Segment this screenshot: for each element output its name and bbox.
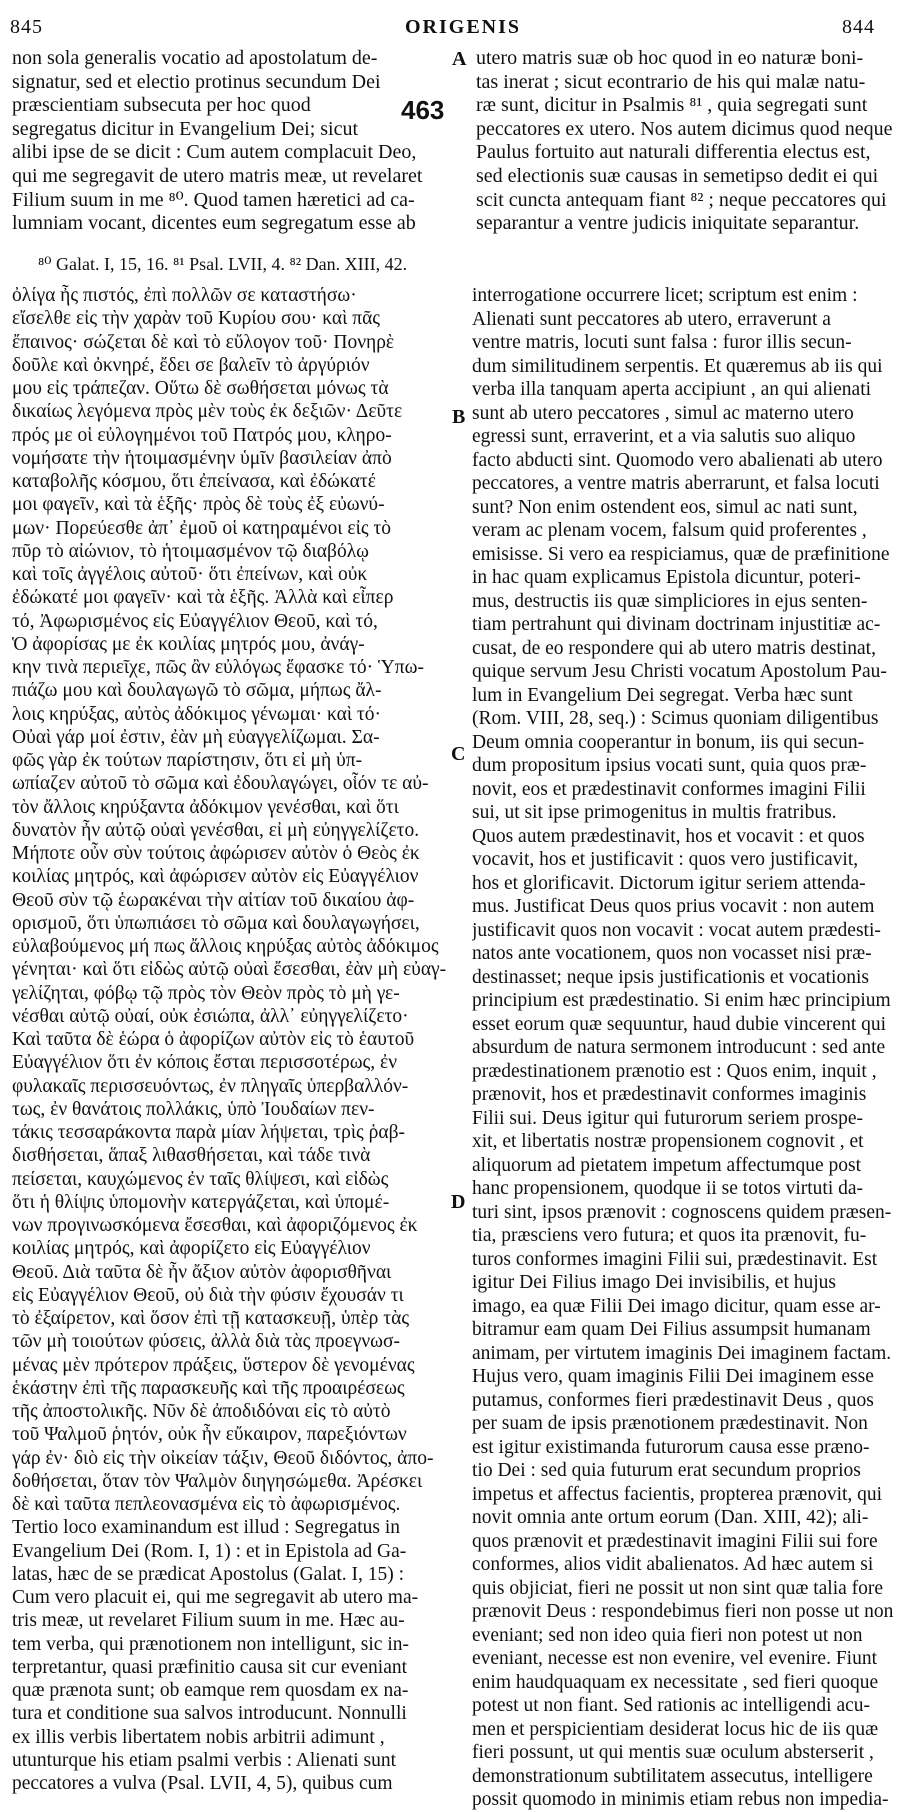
text-line: lumniam vocant, dicentes eum segregatum esse ab	[12, 212, 416, 235]
column-number-marker: 463	[401, 95, 445, 125]
text-line: natos ante vocationem, quos non vocasset nisi præ-	[472, 943, 872, 964]
text-line: Filium suum in me ⁸⁰. Quod tamen hæretici ad ca-	[12, 188, 415, 211]
text-line: εἰς Εὐαγγέλιον Θεοῦ, οὐ διὰ τὴν φύσιν ἔχουσάν τι	[12, 1284, 404, 1306]
margin-marker-a: A	[452, 48, 467, 70]
text-line: πείσεται, καυχώμενος ἐν ταῖς θλίψεσι, καὶ εἰδὼς	[12, 1168, 389, 1190]
top-right-text-block	[476, 47, 901, 236]
text-line: novit, eos et prædestinavit conformes imagini Filii	[472, 778, 866, 800]
text-line: alibi ipse de se dicit : Cum autem complacuit Deo,	[12, 141, 417, 164]
text-line: imago, ea quæ Filii Dei imago dicitur, quam esse ar-	[472, 1295, 881, 1317]
text-line: latas, hæc de se prædicat Apostolus (Galat. I, 15) :	[12, 1563, 405, 1585]
text-line: fieri possunt, ut qui mentis suæ oculum absterserit ,	[472, 1742, 874, 1763]
text-line: Alienati sunt peccatores ab utero, erraverunt a	[472, 308, 831, 330]
text-line: μων· Πορεύεσθε ἀπ᾽ ἐμοῦ οἱ κατηραμένοι εἰς τὸ	[12, 517, 392, 539]
text-line: δὲ καὶ ταῦτα πεπλεονασμένα εἰς τὸ ἀφωρισμένος.	[12, 1494, 401, 1515]
text-line: prænovit Deus : respondebimus fieri non posse ut non	[472, 1601, 894, 1622]
text-line: ventre matris, locuti sunt falsa : furor illis secun-	[472, 332, 852, 353]
text-line: igitur Dei Filius imago Dei invisibilis, et hujus	[472, 1272, 836, 1293]
text-line: veram ac plenam vocem, falsum quid proferentes ,	[472, 520, 867, 541]
text-line: demonstrationum subtilitatem assecutus, intelligere	[472, 1765, 873, 1787]
text-line: verba illa tanquam aperta accipiunt , an qui alienati	[472, 379, 872, 400]
greek-text-column	[12, 284, 464, 1795]
text-line: enim haudquaquam ex necessitate , sed fieri quoque	[472, 1671, 879, 1693]
text-line: turos conformes imagini Filii sui, prædestinavit. Est	[472, 1248, 878, 1270]
text-line: δικαίως λεγόμενα πρὸς μὲν τοὺς ἐκ δεξιῶν· Δεῦτε	[12, 401, 403, 423]
text-line: Deum omnia cooperantur in bonum, iis qui secun-	[472, 731, 865, 753]
text-line: γάρ ἐν· διὸ εἰς τὴν οἰκείαν τάξιν, Θεοῦ διδόντος, ἀπο-	[12, 1447, 434, 1469]
text-line: τό, Ἀφωρισμένος εἰς Εὐαγγέλιον Θεοῦ, καὶ τό,	[12, 610, 378, 632]
text-line: φῶς γὰρ ἐκ τούτων παρίστησιν, ὅτι εἰ μὴ ὑπ-	[12, 750, 363, 771]
text-line: scit cuncta antequam fiant ⁸² ; neque peccatores qui	[476, 188, 887, 211]
text-line: potest ut non fiant. Sed rationis ac intelligendi acu-	[472, 1695, 871, 1716]
text-line: quique servum Jesu Christi vocatum Apostolum Pau-	[472, 661, 887, 682]
text-line: prædestinationem prænotio est : Quos enim, inquit ,	[472, 1060, 877, 1082]
text-line: ἔπαινος· σώζεται δὲ καὶ τὸ εὔλογον τοῦ· Πονηρὲ	[12, 331, 395, 353]
text-line: νων προγινωσκόμενα ἔσεσθαι, καὶ ἀφοριζόμενος ἐκ	[12, 1215, 418, 1236]
text-line: νέσθαι αὐτῷ οὐαί, οὐκ ἐσιώπα, ἀλλ᾽ εὐηγγελίζετο·	[12, 1005, 409, 1027]
text-line: tas inerat ; sicut econtrario de his qui malæ natu-	[476, 70, 866, 93]
text-line: mus, destructis iis quæ simpliciores in ejus senten-	[472, 590, 868, 612]
text-line: hos et glorificavit. Dictorum igitur seriem attenda-	[472, 872, 866, 894]
text-line: Οὐαὶ γάρ μοί ἐστιν, ἐὰν μὴ εὐαγγελίζωμαι. Σα-	[12, 726, 380, 748]
text-line: dum similitudinem serpentis. Et quæremus ab iis qui	[472, 355, 883, 377]
text-line: sui, ut sit ipse primogenitus in multis fratribus.	[472, 802, 837, 823]
text-line: κην τινὰ περιεῖχε, πῶς ἂν εὐλόγως ἔφασκε τό· Ὑπω-	[12, 657, 424, 678]
text-line: tia, præsciens vero futura; et quos ita prænovit, fu-	[472, 1225, 867, 1246]
text-line: hanc propensionem, quodque ii se totos virtuti da-	[472, 1178, 864, 1199]
text-line: τῆς ἀποστολικῆς. Νῦν δὲ ἀποδιδόναι εἰς τὸ αὐτὸ	[12, 1401, 391, 1422]
text-line: putamus, conformes fieri prædestinavit Deus , quos	[472, 1389, 874, 1411]
text-line: utero matris suæ ob hoc quod in eo naturæ boni-	[476, 47, 864, 69]
text-line: τὸ ἐξαίρετον, καὶ ὅσον ἐπὶ τῇ κατασκευῇ, ὑπὲρ τὰς	[12, 1308, 410, 1329]
text-line: in hac quam explicamus Epistola dicuntur, poteri-	[472, 567, 861, 588]
text-line: sunt? Non enim ostendent eos, simul ac nati sunt,	[472, 496, 858, 518]
text-line: δυνατὸν ἦν αὐτῷ οὐαὶ γενέσθαι, εἰ μὴ εὐηγγελίζετο.	[12, 819, 420, 841]
top-left-text-block	[12, 47, 447, 236]
text-line: xit, et libertatis nostræ propensionem cognovit , et	[472, 1131, 864, 1152]
text-line: Filii sui. Deus igitur qui futurorum seriem prospe-	[472, 1107, 864, 1129]
text-line: peccatores ex utero. Nos autem dicimus quod neque	[476, 117, 893, 140]
text-line: terpretantur, quasi præfinitio causa sit cur eveniant	[12, 1656, 408, 1678]
text-line: quos prænovit et prædestinavit imagini Filii sui fore	[472, 1530, 878, 1552]
text-line: qui me segregavit de utero matris meæ, ut revelaret	[12, 164, 423, 187]
text-line: Evangelium Dei (Rom. I, 1) : et in Epistola ad Ga-	[12, 1540, 407, 1562]
margin-marker-c: C	[451, 743, 466, 765]
text-line: segregatus dicitur in Evangelium Dei; sicut	[12, 117, 359, 140]
text-line: interrogatione occurrere licet; scriptum est enim :	[472, 285, 858, 306]
text-line: lum in Evangelium Dei segregat. Verba hæc sunt	[472, 684, 853, 706]
text-line: dum propositum ipsius vocati sunt, quia quos præ-	[472, 755, 867, 776]
text-line: tem verba, qui prænotionem non intelligunt, sic in-	[12, 1633, 409, 1655]
text-line: πρός με οἱ εὐλογημένοι τοῦ Πατρός μου, κληρο-	[12, 424, 392, 446]
text-line: δοθήσεται, ὅταν τὸν Ψαλμὸν διηγησώμεθα. Ἀρέσκει	[12, 1470, 423, 1492]
text-line: tio Dei : sed quia futurum erat secundum proprios	[472, 1460, 861, 1481]
text-line: Tertio loco examinandum est illud : Segregatus in	[12, 1517, 401, 1539]
text-line: Εὐαγγέλιον ὅτι ἐν κόποις ἔσται περισσοτέρως, ἐν	[12, 1052, 398, 1074]
text-line: ωπίαζεν αὐτοῦ τὸ σῶμα καὶ ἐδουλαγώγει, οἷόν τε αὐ-	[12, 773, 429, 795]
text-line: Καὶ ταῦτα δὲ ἑώρα ὁ ἀφορίζων αὐτὸν εἰς τὸ ἑαυτοῦ	[12, 1029, 415, 1050]
text-line: vocavit, hos et justificavit : quos vero justificavit,	[472, 849, 859, 870]
text-line: νομήσατε τὴν ἡτοιμασμένην ὑμῖν βασιλείαν ἀπὸ	[12, 447, 392, 469]
text-line: esset eorum quæ sequuntur, haud dubie vincerent qui	[472, 1013, 887, 1035]
text-line: ἐδώκατέ μοι φαγεῖν· καὶ τὰ ἑξῆς. Ἀλλὰ καὶ εἶπερ	[12, 587, 394, 609]
text-line: καταβολῆς κόσμου, ὅτι ἐπείνασα, καὶ ἐδώκατέ	[12, 471, 376, 492]
text-line: ex illis verbis libertatem nobis arbitrii adimunt ,	[12, 1726, 385, 1748]
text-line: principium est prædestinatio. Si enim hæc principium	[472, 990, 891, 1011]
text-line: destinasset; neque ipsis justificationis et vocationis	[472, 966, 869, 988]
text-line: Paulus fortuito aut naturali differentia electus est,	[476, 141, 871, 164]
text-line: εἴσελθε εἰς τὴν χαρὰν τοῦ Κυρίου σου· καὶ πᾶς	[12, 308, 381, 330]
footnotes: ⁸⁰ Galat. I, 15, 16. ⁸¹ Psal. LVII, 4. ⁸² Dan. XIII, 42.	[38, 254, 408, 274]
page-number-left: 845	[10, 16, 43, 38]
text-line: novit omnia ante ortum eorum (Dan. XIII, 42); ali-	[472, 1507, 869, 1528]
text-line: Ὁ ἀφορίσας με ἐκ κοιλίας μητρός μου, ἀνάγ-	[12, 633, 365, 655]
text-line: τως, ἐν θανάτοις πολλάκις, ὑπὸ Ἰουδαίων πεν-	[12, 1098, 375, 1120]
text-line: ὅτι ἡ θλίψις ὑπομονὴν κατεργάζεται, καὶ ὑπομέ-	[12, 1191, 390, 1213]
text-line: animam, per virtutem imaginis Dei imaginem factam.	[472, 1342, 892, 1364]
running-header	[0, 6, 912, 36]
text-line: ὀλίγα ἦς πιστός, ἐπὶ πολλῶν σε καταστήσω·	[12, 285, 357, 306]
text-line: Θεοῦ. Διὰ ταῦτα δὲ ἦν ἄξιον αὐτὸν ἀφορισθῆναι	[12, 1261, 392, 1283]
text-line: men et perspicientiam desiderat locus hic de iis quæ	[472, 1718, 879, 1740]
text-line: separantur a ventre judicis iniquitate separantur.	[476, 212, 860, 235]
text-line: non sola generalis vocatio ad apostolatum de-	[12, 47, 378, 69]
text-line: peccatores a vulva (Psal. LVII, 4, 5), quibus cum	[12, 1773, 393, 1794]
text-line: sed electionis suæ causas in semetipso dedit ei qui	[476, 164, 879, 187]
text-line: δισθήσεται, ἅπαξ λιθασθήσεται, καὶ τάδε τινὰ	[12, 1145, 371, 1167]
margin-marker-d: D	[451, 1191, 466, 1213]
text-line: ræ sunt, dicitur in Psalmis ⁸¹ , quia segregati sunt	[476, 94, 868, 117]
text-line: ἑκάστην ἐπὶ τῆς παρασκευῆς καὶ τῆς προαιρέσεως	[12, 1377, 405, 1399]
text-line: Quos autem prædestinavit, hos et vocavit : et quos	[472, 825, 865, 847]
text-line: absurdum de natura sermonem introducunt : sed ante	[472, 1037, 886, 1058]
text-line: conformes, alios vidit abalienatos. Ad hæc autem si	[472, 1554, 874, 1575]
text-line: Hujus vero, quam imaginis Filii Dei imaginem esse	[472, 1366, 874, 1387]
text-line: sunt ab utero peccatores , simul ac materno utero	[472, 402, 854, 424]
text-line: præscientiam subsecuta per hoc quod	[12, 94, 311, 117]
text-line: τὸν ἄλλοις κηρύξαντα ἀδόκιμον γενέσθαι, καὶ ὅτι	[12, 796, 399, 818]
text-line: τῶν μὴ τοιούτων φύσεις, ἀλλὰ διὰ τὰς προεγνωσ-	[12, 1331, 401, 1353]
text-line: quis objiciat, fieri ne possit ut non sint quæ talia fore	[472, 1577, 884, 1599]
text-line: δοῦλε καὶ ὀκνηρέ, ἔδει σε βαλεῖν τὸ ἀργύριόν	[12, 354, 370, 376]
text-line: est igitur existimanda futurorum causa esse præno-	[472, 1436, 870, 1458]
text-line: καὶ τοῖς ἀγγέλοις αὐτοῦ· ὅτι ἐπείνων, καὶ οὐκ	[12, 564, 368, 585]
text-line: tura et conditione sua salvos introducunt. Nonnulli	[12, 1703, 407, 1725]
text-line: (Rom. VIII, 28, seq.) : Scimus quoniam diligentibus	[472, 708, 879, 729]
text-line: εὐλαβούμενος μή πως ἄλλοις κηρύξας αὐτὸς ἀδόκιμος	[12, 936, 439, 957]
text-line: Θεοῦ σὺν τῷ ἑωρακέναι τὴν αἰτίαν τοῦ δικαίου ἀφ-	[12, 889, 415, 911]
text-line: τοῦ Ψαλμοῦ ῥητόν, οὐκ ἦν εὔκαιρον, παρεξιόντων	[12, 1424, 407, 1446]
page-number-right: 844	[842, 16, 875, 38]
text-line: tiam pertrahunt qui divinam doctrinam injustitiæ ac-	[472, 614, 881, 635]
text-line: γένηται· καὶ ὅτι εἰδὼς αὐτῷ οὐαὶ ἔσεσθαι, ἐὰν μὴ εὐαγ-	[12, 959, 447, 981]
text-line: quæ prænota sunt; ob eamque rem quosdam ex na-	[12, 1680, 409, 1701]
text-line: πιάζω μου καὶ δουλαγωγῶ τὸ σῶμα, μήπως ἄλ-	[12, 680, 382, 702]
text-line: Cum vero placuit ei, qui me segregavit ab utero ma-	[12, 1587, 419, 1608]
text-line: bitramur eam quam Dei Filius assumpsit humanam	[472, 1319, 871, 1340]
text-line: facto abducti sint. Quomodo vero abalienati ab utero	[472, 449, 883, 471]
text-line: cusat, de eo respondere qui ab utero matris destinat,	[472, 637, 876, 659]
text-line: ορισμοῦ, ὅτι ὑπωπιάσει τὸ σῶμα καὶ δουλαγωγήσει,	[12, 912, 420, 934]
text-line: egressi sunt, erraverint, et a via salutis suo aliquo	[472, 426, 856, 447]
text-line: πῦρ τὸ αἰώνιον, τὸ ἡτοιμασμένον τῷ διαβόλῳ	[12, 540, 369, 562]
text-line: τάκις τεσσαράκοντα παρὰ μίαν λήψεται, τρὶς ῥαβ-	[12, 1122, 406, 1143]
text-line: λοις κηρύξας, αὐτὸς ἀδόκιμος γένωμαι· καὶ τό·	[12, 703, 382, 725]
text-line: eveniant, necesse est non evenire, vel evenire. Fiunt	[472, 1648, 878, 1669]
text-line: turi sint, ipsos prænovit : cognoscens quidem præsen-	[472, 1201, 892, 1223]
text-line: justificavit quos non vocavit : vocat autem prædesti-	[472, 919, 881, 941]
text-line: μου εἰς τράπεζαν. Οὕτω δὲ σωθήσεται μόνως τὰ	[12, 378, 389, 399]
text-line: prænovit, hos et prædestinavit conformes imaginis	[472, 1084, 867, 1105]
text-line: γελίζηται, φόβῳ τῷ πρὸς τὸν Θεὸν πρὸς τὸ μὴ γε-	[12, 982, 400, 1004]
text-line: possit quomodo in minimis etiam rebus non impedia-	[472, 1789, 889, 1810]
running-title: ORIGENIS	[405, 16, 522, 38]
text-line: κοιλίας μητρός, καὶ ἀφορίζετο εἰς Εὐαγγέλιον	[12, 1238, 371, 1260]
text-line: κοιλίας μητρός, καὶ ἀφώρισεν αὐτὸν εἰς Εὐαγγέλιον	[12, 866, 419, 888]
text-line: φυλακαῖς περισσευόντως, ἐν πληγαῖς ὑπερβαλλόν-	[12, 1075, 409, 1097]
text-line: signatur, sed et electio protinus secundum Dei	[12, 70, 381, 93]
text-line: Μήποτε οὖν σὺν τούτοις ἀφώρισεν αὐτὸν ὁ Θεὸς ἐκ	[12, 843, 420, 864]
text-line: peccatores, a ventre matris aberrarunt, et falsa locuti	[472, 473, 880, 494]
text-line: μένας μὲν πρότερον πράξεις, ὕστερον δὲ γενομένας	[12, 1354, 415, 1376]
text-line: utunturque his etiam psalmi verbis : Alienati sunt	[12, 1749, 396, 1771]
text-line: per suam de ipsis prænotionem prædestinavit. Non	[472, 1413, 868, 1434]
text-line: eveniant; sed non ideo quia fieri non potest ut non	[472, 1624, 863, 1646]
text-line: aliquorum ad pietatem impetum affectumque post	[472, 1154, 861, 1176]
text-line: impetus et affectus facientis, propterea prænovit, qui	[472, 1483, 883, 1505]
text-line: emisisse. Si vero ea respiciamus, quæ de præfinitione	[472, 543, 890, 565]
margin-marker-b: B	[452, 406, 466, 428]
text-line: tris meæ, ut revelaret Filium suum in me. Hæc au-	[12, 1610, 405, 1632]
latin-translation-column	[472, 284, 902, 1812]
text-line: mus. Justificat Deus quos prius vocavit : non autem	[472, 896, 875, 917]
text-line: μοι φαγεῖν, καὶ τὰ ἑξῆς· πρὸς δὲ τοὺς ἐξ εὐωνύ-	[12, 494, 385, 516]
